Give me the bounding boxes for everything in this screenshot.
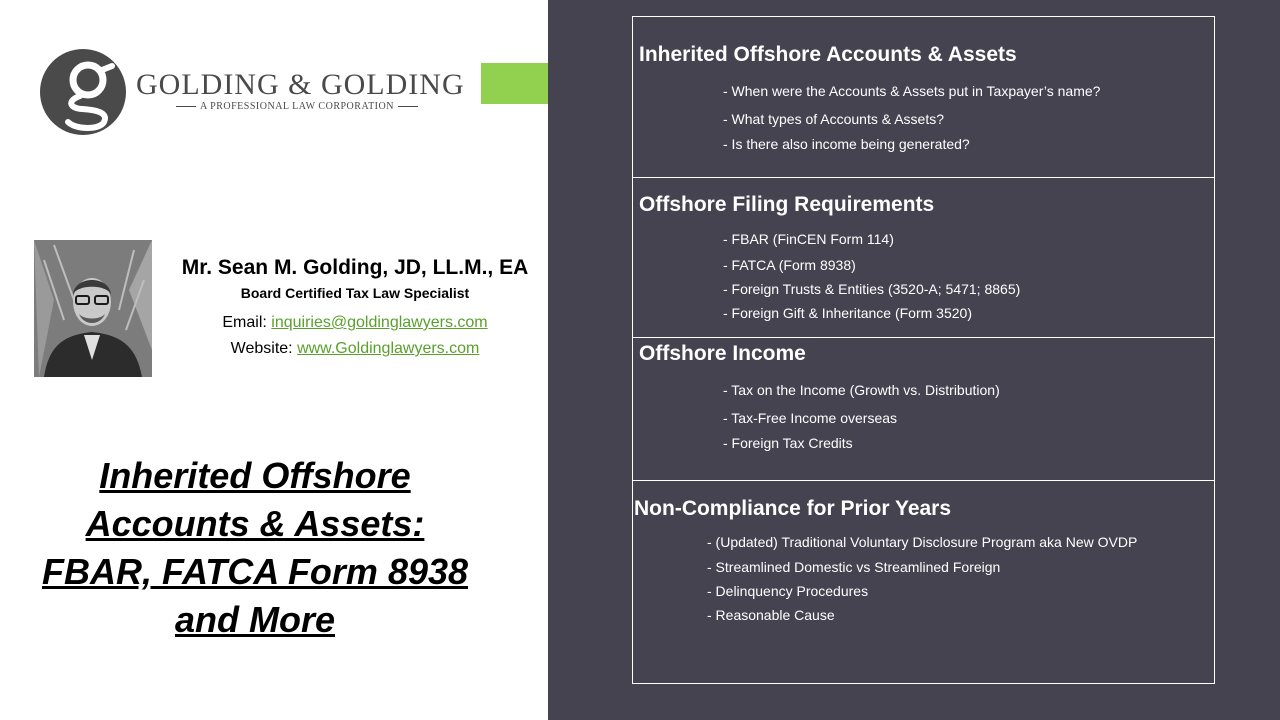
person-info (160, 254, 550, 362)
section-item: - FBAR (FinCEN Form 114) (723, 231, 894, 247)
email-link[interactable]: inquiries@goldinglawyers.com (271, 314, 488, 331)
section-title: Offshore Filing Requirements (639, 193, 935, 216)
main-title (20, 452, 490, 644)
section-offshore-income (632, 338, 1215, 481)
section-item: - Tax-Free Income overseas (723, 410, 898, 426)
email-line (160, 310, 550, 336)
section-item: - Tax on the Income (Growth vs. Distribution) (723, 382, 1000, 398)
section-filing-requirements (632, 178, 1215, 338)
left-panel (0, 0, 548, 720)
logo-g-mark-icon (38, 48, 128, 136)
website-line (160, 336, 550, 362)
logo-name: GOLDING & GOLDING (136, 68, 465, 101)
section-item: - Foreign Trusts & Entities (3520-A; 5471; 8865) (723, 281, 1021, 297)
website-label: Website: (230, 340, 293, 357)
golding-logo (38, 48, 468, 138)
main-title-line-2: Accounts & Assets: (85, 503, 425, 544)
section-item: - What types of Accounts & Assets? (723, 111, 944, 127)
section-item: - Foreign Gift & Inheritance (Form 3520) (723, 305, 972, 321)
person-name: Mr. Sean M. Golding, JD, LL.M., EA (181, 256, 529, 279)
section-title: Inherited Offshore Accounts & Assets (639, 43, 1017, 66)
section-item: - Reasonable Cause (707, 607, 835, 623)
section-title: Non-Compliance for Prior Years (634, 497, 952, 520)
main-title-line-4: and More (174, 599, 335, 640)
section-item: - Streamlined Domestic vs Streamlined Foreign (707, 559, 1001, 575)
section-item: - Delinquency Procedures (707, 583, 869, 599)
logo-tagline: A PROFESSIONAL LAW CORPORATION (172, 101, 422, 112)
email-label: Email: (222, 314, 267, 331)
section-item: - (Updated) Traditional Voluntary Disclosure Program aka New OVDP (707, 534, 1138, 550)
person-title: Board Certified Tax Law Specialist (240, 285, 470, 301)
main-title-line-3: FBAR, FATCA Form 8938 (41, 551, 469, 592)
section-item: - Is there also income being generated? (723, 136, 970, 152)
section-item: - Foreign Tax Credits (723, 435, 853, 451)
main-title-line-1: Inherited Offshore (99, 455, 411, 496)
section-inherited-accounts (632, 16, 1215, 178)
person-photo (34, 240, 152, 377)
section-item: - When were the Accounts & Assets put in Taxpayer’s name? (723, 83, 1101, 99)
section-non-compliance (632, 481, 1215, 684)
website-link[interactable]: www.Goldinglawyers.com (297, 340, 480, 357)
person-photo-image (34, 240, 152, 377)
section-item: - FATCA (Form 8938) (723, 257, 856, 273)
section-title: Offshore Income (639, 342, 806, 365)
